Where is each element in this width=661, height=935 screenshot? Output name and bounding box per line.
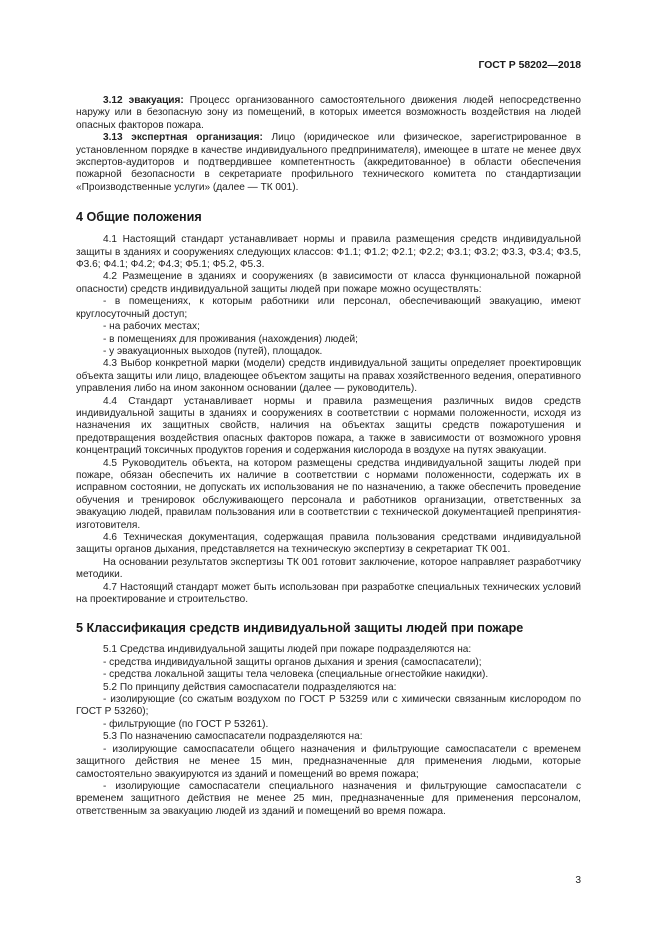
paragraph-4-2: 4.2 Размещение в зданиях и сооружениях (в зависимости от класса функциональной пожарной опасности) средств индивидуальной защиты людей при пожаре можно осуществлять: <box>76 271 581 295</box>
list-item: - на рабочих местах; <box>103 321 200 333</box>
list-item: - изолирующие самоспасатели специального назначения и фильтрующие самоспасатели с временем защитного действия не менее 25 мин, предназначенные для применения персоналом, ответственным за эвакуацию людей из зданий и помещений во время пожара. <box>76 780 581 817</box>
paragraph-4-6: 4.6 Техническая документация, содержащая правила пользования средствами индивидуальной защиты органов дыхания, представляется на техническую экспертизу в секретариат ТК 001. <box>76 532 581 556</box>
section-4-heading: 4 Общие положения <box>76 210 202 225</box>
list-item: - средства индивидуальной защиты органов дыхания и зрения (самоспасатели); <box>103 656 482 668</box>
definition-3-13 <box>76 132 581 194</box>
term-3-13: 3.13 экспертная организация: <box>103 132 263 144</box>
document-body <box>76 95 581 818</box>
standard-header: ГОСТ Р 58202—2018 <box>478 60 581 71</box>
paragraph-4-7: 4.7 Настоящий стандарт может быть использован при разработке специальных технических условий на проектирование и строительство. <box>76 581 581 606</box>
definition-3-13-text: Лицо (юридическое или физическое, зарегистрированное в установленном порядке в качестве индивидуального предпринимателя), имеющее в штате не менее двух экспертов-аудиторов и подтвердившее компетентность (аккредитованное) в области обеспечения пожарной безопасности в секретариате профильного технического комитета по стандартизации «Производственные услуги» (далее — ТК 001). <box>76 132 581 193</box>
paragraph-5-1: 5.1 Средства индивидуальной защиты людей при пожаре подразделяются на: <box>103 644 472 656</box>
term-3-12: 3.12 эвакуация: <box>103 95 184 106</box>
page-number: 3 <box>575 875 581 886</box>
definition-3-12-text: Процесс организованного самостоятельного движения людей непосредственно наружу или в безопасную зону из помещений, в которых имеется возможность воздействия на людей опасных факторов пожара. <box>76 95 581 131</box>
list-item: - средства локальной защиты тела человека (специальные огнестойкие накидки). <box>103 669 489 681</box>
paragraph-5-2: 5.2 По принципу действия самоспасатели подразделяются на: <box>103 681 397 693</box>
list-item: - в помещениях для проживания (нахождения) людей; <box>103 333 358 345</box>
paragraph-4-4: 4.4 Стандарт устанавливает нормы и правила размещения различных видов средств индивидуальной защиты в зданиях и сооружениях в соответствии с нормами положенности, исходя из назначения их защитных свойств, наличия на объектах защиты средств пожаротушения и предотвращения воздействия опасных факторов пожара, а также в зависимости от возможного уровня концентраций токсичных продуктов горения и содержания кислорода в воздухе на путях эвакуации. <box>76 395 581 457</box>
paragraph-4-3: 4.3 Выбор конкретной марки (модели) средств индивидуальной защиты определяет проектировщик объекта защиты или лицо, владеющее объектом защиты на правах хозяйственного ведения, оперативного управления либо на ином законном основании (далее — руководитель). <box>76 358 581 395</box>
list-item: - в помещениях, к которым работники или персонал, обеспечивающий эвакуацию, имеют круглосуточный доступ; <box>76 296 581 320</box>
list-item: - у эвакуационных выходов (путей), площадок. <box>103 345 323 357</box>
paragraph-4-1: 4.1 Настоящий стандарт устанавливает нормы и правила размещения средств индивидуальной защиты в зданиях и сооружениях следующих классов: Ф1.1; Ф1.2; Ф2.1; Ф2.2; Ф3.1; Ф3.2; Ф3.3, Ф3.4; Ф3.5, Ф3.6; Ф4.1; Ф4.2; Ф4.3; Ф5.1; Ф5.2, Ф5.3. <box>76 234 581 271</box>
paragraph-4-5: 4.5 Руководитель объекта, на котором размещены средства индивидуальной защиты людей при пожаре, обязан обеспечить их наличие в соответствии с нормами положенности, содержать их в исправном состоянии, не допускать их использования не по назначению, а также обеспечить проведение обучения и тренировок обслуживающего персонала и работников организации, ответственных за эвакуацию людей, правилам пользования или в соответствии с технической документацией препринятия-изготовителя. <box>76 457 581 531</box>
list-item: - изолирующие самоспасатели общего назначения и фильтрующие самоспасатели с временем защитного действия не менее 15 мин, предназначенные для применения людьми, которые самостоятельно эвакуируются из зданий и помещений во время пожара; <box>76 743 581 780</box>
list-item: - изолирующие (со сжатым воздухом по ГОСТ Р 53259 или с химически связанным кислородом по ГОСТ Р 53260); <box>76 694 581 718</box>
definition-3-12 <box>76 95 581 132</box>
paragraph-4-6-continued: На основании результатов экспертизы ТК 001 готовит заключение, которое направляет разработчику методики. <box>76 556 581 581</box>
section-5-heading: 5 Классификация средств индивидуальной защиты людей при пожаре <box>76 621 524 636</box>
paragraph-5-3: 5.3 По назначению самоспасатели подразделяются на: <box>103 731 363 743</box>
list-item: - фильтрующие (по ГОСТ Р 53261). <box>103 718 269 730</box>
